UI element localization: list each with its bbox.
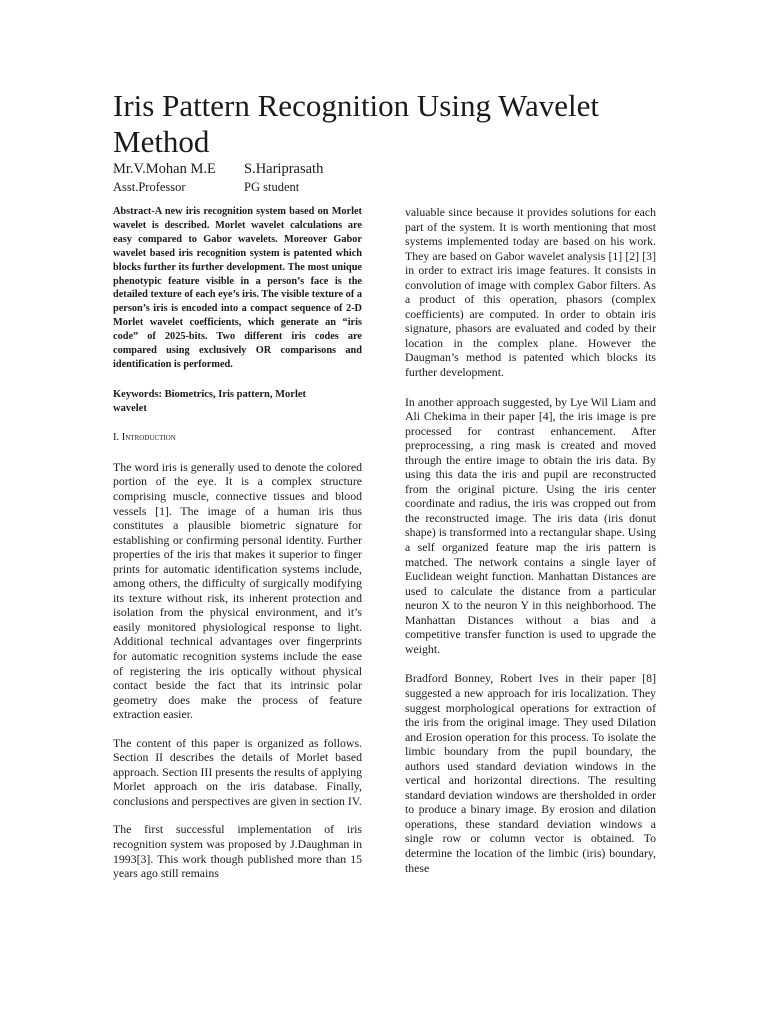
author-role: PG student xyxy=(244,180,300,194)
keywords: Keywords: Biometrics, Iris pattern, Morlet wavelet xyxy=(113,388,307,414)
author-role: Asst.Professor xyxy=(113,180,186,194)
body-paragraph: valuable since because it provides solutions for each part of the system. It is worth mentioning that most systems implemented today are based on his work. They are based on Gabor wavelet analysis [1] [2] [3] in order to extract iris image features. It consists in convolution of image with complex Gabor filters. As a product of this operation, phasors (complex coefficients) are computed. In order to obtain iris signature, phasors are evaluated and coded by their location in the complex plane. However the Daugman’s method is patented which blocks its further development. xyxy=(405,205,656,380)
author-block-2 xyxy=(244,160,323,195)
body-paragraph: The word iris is generally used to denote the colored portion of the eye. It is a complex structure comprising muscle, connective tissues and blood vessels [1]. The image of a human iris thus constitutes a plausible biometric signature for establishing or confirming personal identity. Further properties of the iris that makes it superior to finger prints for automatic identification systems include, among others, the difficulty of surgically modifying its texture without risk, its inherent protection and isolation from the physical environment, and it’s easily monitored physiological response to light. Additional technical advantages over fingerprints for automatic recognition systems include the ease of registering the iris optically without physical contact beside the fact that its intrinsic polar geometry does make the process of feature extraction easier. xyxy=(113,459,362,722)
body-paragraph: In another approach suggested, by Lye Wil Liam and Ali Chekima in their paper [4], the iris image is pre processed for contrast enhancement. After preprocessing, a ring mask is created and moved through the entire image to obtain the iris data. By using this data the iris and pupil are reconstructed from the original picture. Using the iris center coordinate and radius, the iris was cropped out from the reconstructed image. The iris data (iris donut shape) is transformed into a rectangular shape. Using a self organized feature map the iris pattern is matched. The network contains a single layer of Euclidean weight function. Manhattan Distances are used to calculate the distance from a particular neuron X to the neuron Y in this neighborhood. The Manhattan Distances without a bias and a competitive transfer function is used to upgrade the weight. xyxy=(405,394,656,656)
section-heading-introduction: I. Introduction xyxy=(113,431,176,443)
author-name: S.Hariprasath xyxy=(244,161,324,177)
body-paragraph: Bradford Bonney, Robert Ives in their paper [8] suggested a new approach for iris localization. They suggest morphological operations for extraction of the iris from the original image. They used Dilation and Erosion operation for this process. To isolate the limbic boundary from the pupil boundary, the authors used standard deviation windows in the vertical and horizontal directions. The resulting standard deviation windows are thersholded in order to produce a binary image. By erosion and dilation operations, these standard deviation windows a single row or column vector is obtained. To determine the location of the limbic (iris) boundary, these xyxy=(405,671,656,875)
body-paragraph: The content of this paper is organized as follows. Section II describes the details of Morlet based approach. Section III presents the results of applying Morlet approach on the iris database. Finally, conclusions and perspectives are given in section IV. xyxy=(113,735,362,808)
author-name: Mr.V.Mohan M.E xyxy=(113,161,216,177)
left-column xyxy=(113,205,362,881)
abstract: Abstract-A new iris recognition system based on Morlet wavelet is described. Morlet wavelet calculations are easy compared to Gabor wavelets. Moreover Gabor wavelet based iris recognition system is patented which blocks further its further development. The most unique phenotypic feature visible in a person’s face is the detailed texture of each eye’s iris. The visible texture of a person’s iris is encoded into a compact sequence of 2-D Morlet wavelet coefficients, which generate an “iris code” of 2025-bits. Two different iris codes are compared using exclusively OR comparisons and identification is performed. xyxy=(113,206,362,370)
right-column xyxy=(405,205,656,875)
author-block-1 xyxy=(113,160,216,195)
paper-title: Iris Pattern Recognition Using Wavelet Method xyxy=(113,88,599,159)
body-paragraph: The first successful implementation of iris recognition system was proposed by J.Daughman in 1993[3]. This work though published more than 15 years ago still remains xyxy=(113,822,362,881)
